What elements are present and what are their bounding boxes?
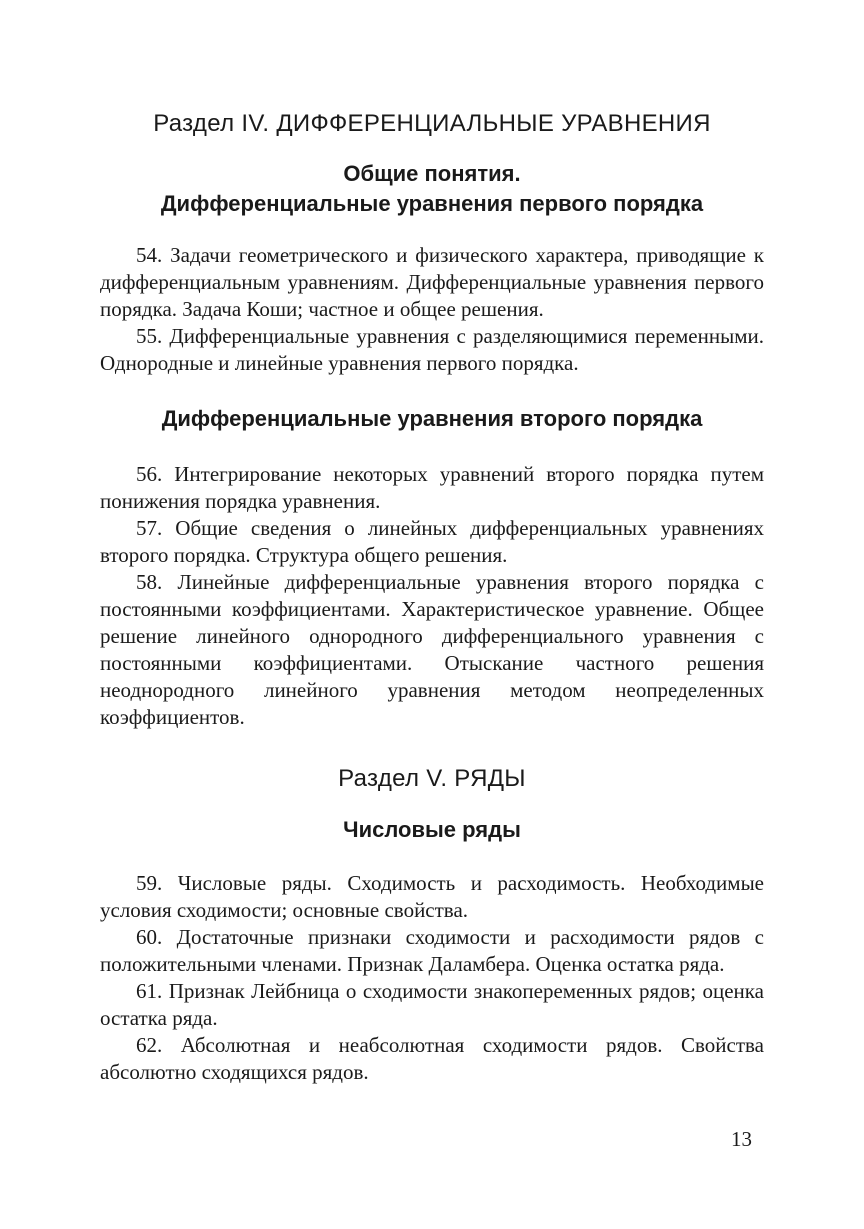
toc-item-57: 57. Общие сведения о линейных дифференциальных уравнениях второго порядка. Структура общего решения. (100, 516, 764, 567)
toc-item-54: 54. Задачи геометрического и физического характера, приводящие к дифференциальным уравнениям. Дифференциальные уравнения первого порядка. Задача Коши; частное и общее решения. (100, 243, 764, 321)
subsection-first-order-heading (100, 159, 764, 219)
subsection-second-order-heading: Дифференциальные уравнения второго порядка (161, 406, 703, 431)
toc-item-59: 59. Числовые ряды. Сходимость и расходимость. Необходимые условия сходимости; основные свойства. (100, 871, 764, 922)
subsection-first-order-heading-line1: Общие понятия. (343, 161, 521, 186)
page-content (100, 0, 764, 1086)
toc-item-55: 55. Дифференциальные уравнения с разделяющимися переменными. Однородные и линейные уравнения первого порядка. (100, 324, 764, 375)
toc-item-62: 62. Абсолютная и неабсолютная сходимости рядов. Свойства абсолютно сходящихся рядов. (100, 1033, 764, 1084)
toc-item-61: 61. Признак Лейбница о сходимости знакопеременных рядов; оценка остатка ряда. (100, 979, 764, 1030)
page-number: 13 (731, 1127, 752, 1151)
toc-item-60: 60. Достаточные признаки сходимости и расходимости рядов с положительными членами. Признак Даламбера. Оценка остатка ряда. (100, 925, 764, 976)
toc-item-56: 56. Интегрирование некоторых уравнений второго порядка путем понижения порядка уравнения. (100, 462, 764, 513)
section-iv-title: Раздел IV. ДИФФЕРЕНЦИАЛЬНЫЕ УРАВНЕНИЯ (153, 110, 711, 137)
subsection-first-order-heading-line2: Дифференциальные уравнения первого порядка (160, 191, 704, 216)
section-v-title: Раздел V. РЯДЫ (338, 765, 526, 792)
toc-item-58: 58. Линейные дифференциальные уравнения второго порядка с постоянными коэффициентами. Характеристическое уравнение. Общее решение линейного однородного дифференциального уравнения с постоянными коэффициентами. Отыскание частного решения неоднородного линейного уравнения методом неопределенных коэффициентов. (100, 570, 764, 729)
subsection-numeric-series-heading: Числовые ряды (343, 817, 521, 842)
